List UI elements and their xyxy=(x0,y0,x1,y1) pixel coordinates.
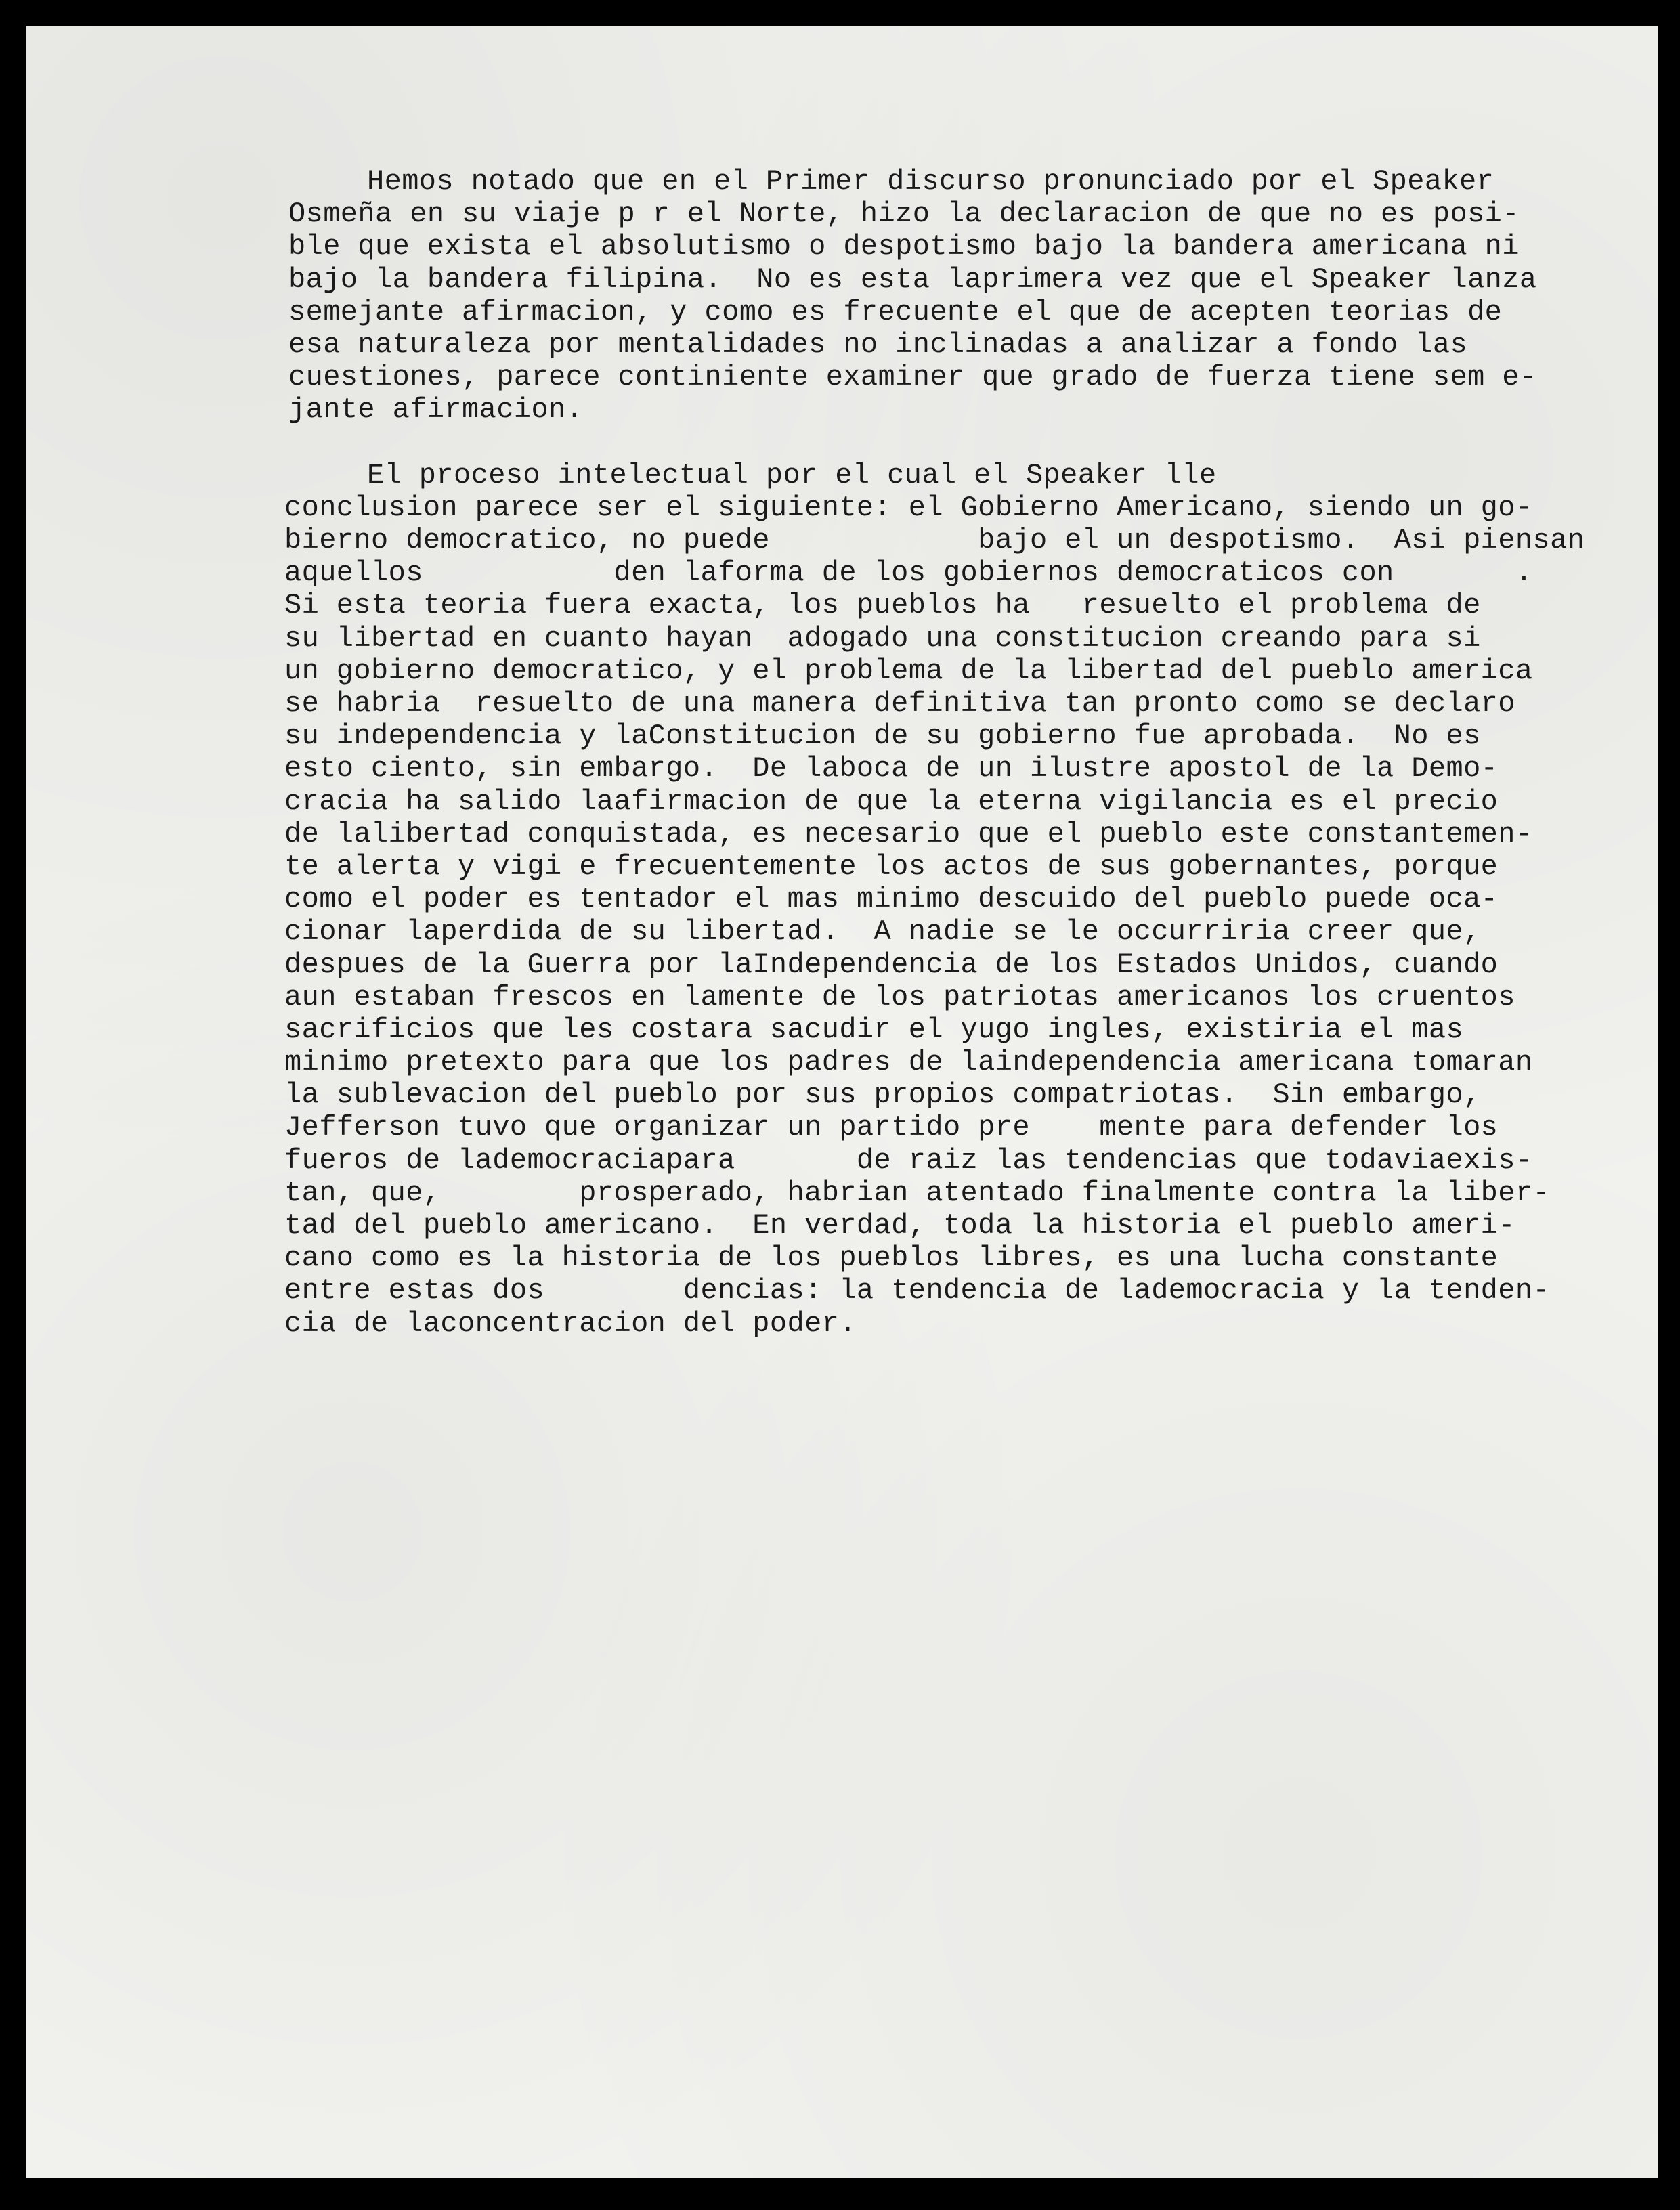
text-line: Hemos notado que en el Primer discurso pronunciado por el Speaker xyxy=(367,165,1494,198)
text-line: cuestiones, parece continiente examiner que grado de fuerza tiene sem e- xyxy=(288,361,1537,394)
text-line: bierno democratico, no puede bajo el un despotismo. Asi piensan xyxy=(284,524,1585,557)
text-line: cano como es la historia de los pueblos libres, es una lucha constante xyxy=(284,1242,1499,1275)
text-line: minimo pretexto para que los padres de laindependencia americana tomaran xyxy=(284,1046,1533,1079)
text-line: te alerta y vigi e frecuentemente los actos de sus gobernantes, porque xyxy=(284,850,1499,883)
text-line: Jefferson tuvo que organizar un partido pre mente para defender los xyxy=(284,1111,1499,1144)
text-line: esa naturaleza por mentalidades no inclinadas a analizar a fondo las xyxy=(288,328,1468,361)
text-line: como el poder es tentador el mas minimo descuido del pueblo puede oca- xyxy=(284,883,1499,916)
text-line: conclusion parece ser el siguiente: el Gobierno Americano, siendo un go- xyxy=(284,491,1533,524)
paragraph-2 xyxy=(284,458,1585,1340)
typewritten-body xyxy=(284,165,1585,1340)
text-line: esto ciento, sin embargo. De laboca de un ilustre apostol de la Demo- xyxy=(284,752,1499,785)
text-line: jante afirmacion. xyxy=(288,393,584,427)
paragraph-gap xyxy=(284,427,1544,459)
text-line: entre estas dos dencias: la tendencia de lademocracia y la tenden- xyxy=(284,1274,1551,1307)
text-line: un gobierno democratico, y el problema de la libertad del pueblo america xyxy=(284,654,1533,687)
paragraph-1 xyxy=(284,165,1544,427)
text-line: bajo la bandera filipina. No es esta laprimera vez que el Speaker lanza xyxy=(288,263,1537,296)
document-page xyxy=(26,26,1658,2178)
text-line: El proceso intelectual por el cual el Speaker lle xyxy=(367,458,1217,492)
text-line: aun estaban frescos en lamente de los patriotas americanos los cruentos xyxy=(284,980,1515,1014)
text-line: tan, que, prosperado, habrian atentado finalmente contra la liber- xyxy=(284,1176,1551,1209)
text-line: Osmeña en su viaje p r el Norte, hizo la declaracion de que no es posi- xyxy=(288,198,1520,231)
text-line: su libertad en cuanto hayan adogado una constitucion creando para si xyxy=(284,622,1481,655)
text-line: Si esta teoria fuera exacta, los pueblos ha resuelto el problema de xyxy=(284,589,1481,622)
text-line: tad del pueblo americano. En verdad, toda la historia el pueblo ameri- xyxy=(284,1209,1515,1242)
text-line: despues de la Guerra por laIndependencia de los Estados Unidos, cuando xyxy=(284,948,1499,981)
text-line: sacrificios que les costara sacudir el yugo ingles, existiria el mas xyxy=(284,1013,1464,1046)
text-line: su independencia y laConstitucion de su gobierno fue aprobada. No es xyxy=(284,720,1481,753)
text-line: cracia ha salido laafirmacion de que la eterna vigilancia es el precio xyxy=(284,785,1499,818)
text-line: se habria resuelto de una manera definitiva tan pronto como se declaro xyxy=(284,687,1515,720)
text-line: de lalibertad conquistada, es necesario que el pueblo este constantemen- xyxy=(284,817,1533,850)
text-line: semejante afirmacion, y como es frecuente el que de acepten teorias de xyxy=(288,295,1503,328)
text-line: la sublevacion del pueblo por sus propios compatriotas. Sin embargo, xyxy=(284,1079,1481,1112)
text-line: cia de laconcentracion del poder. xyxy=(284,1307,857,1340)
text-line: ble que exista el absolutismo o despotismo bajo la bandera americana ni xyxy=(288,230,1520,263)
text-line: cionar laperdida de su libertad. A nadie se le occurriria creer que, xyxy=(284,915,1481,949)
text-line: fueros de lademocraciapara de raiz las tendencias que todaviaexis- xyxy=(284,1144,1533,1177)
text-line: aquellos den laforma de los gobiernos democraticos con . xyxy=(284,557,1533,590)
